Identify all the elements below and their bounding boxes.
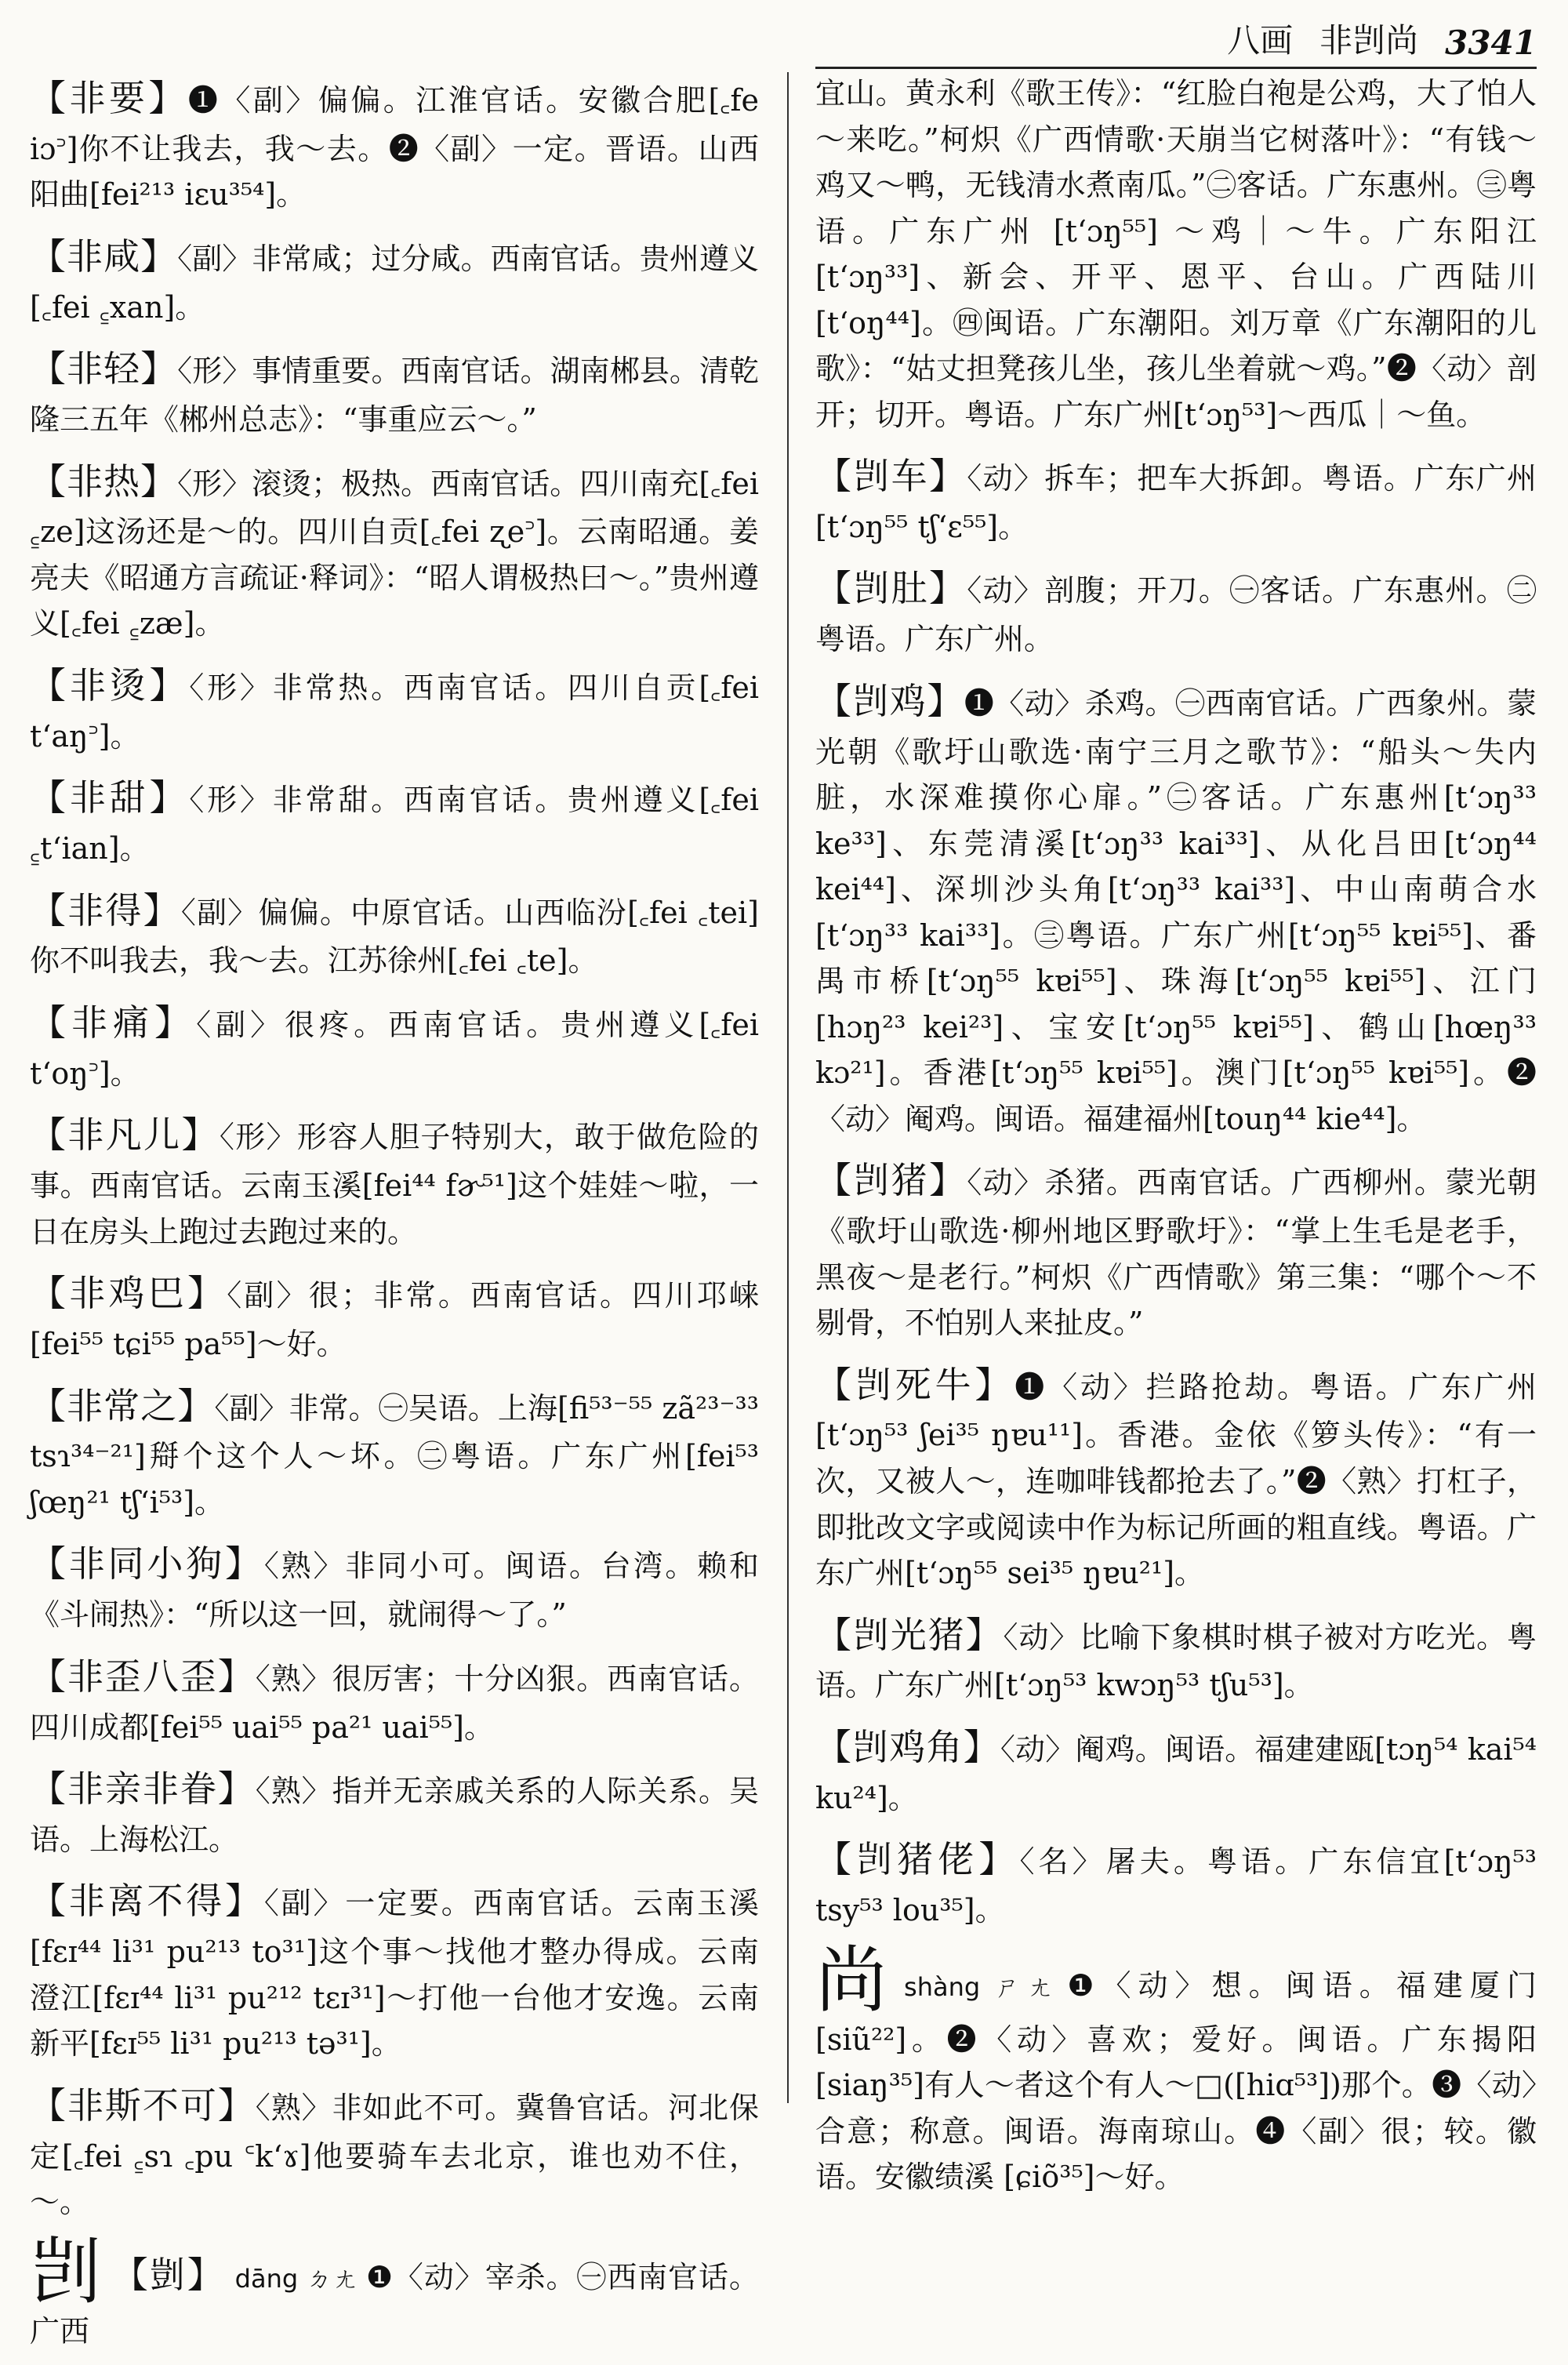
pinyin: dāng xyxy=(234,2263,299,2294)
entry-body: 〈动〉杀猪。西南官话。广西柳州。蒙光朝《歌圩山歌选·柳州地区野歌圩》：“掌上生毛是老手，黑夜～是老行。”柯炽《广西情歌》第三集：“哪个～不剔骨，不怕别人来扯皮。” xyxy=(815,1165,1537,1341)
entry-body: 〈副〉偏偏。中原官话。山西临汾[꜀fei ꜀tei]你不叫我去，我～去。江苏徐州[꜀fei ꜀te]。 xyxy=(30,895,759,979)
dictionary-entry xyxy=(815,1153,1537,1346)
entry-headword: 【非甜】 xyxy=(30,776,190,819)
dictionary-entry xyxy=(30,1107,759,1255)
entry-body: 〈形〉滚烫；极热。西南官话。四川南充[꜀fei ꜁ze]这汤还是～的。四川自贡[꜀fei ʐe꜄]。云南昭通。姜亮夫《昭通方言疏证·释词》：“昭人谓极热曰～。”贵州遵义[꜀fei ꜁zæ]。 xyxy=(30,466,759,641)
entry-body: 〈副〉很疼。西南官话。贵州遵义[꜀fei t‘oŋ꜄]。 xyxy=(30,1007,760,1091)
section-label: 八画 xyxy=(1227,21,1294,60)
dictionary-entry xyxy=(30,1266,759,1367)
traditional-form: 【剴】 xyxy=(111,2253,225,2296)
entry-headword: 【非歪八歪】 xyxy=(30,1655,256,1698)
page-number: 3341 xyxy=(1445,24,1537,62)
dictionary-entry xyxy=(30,2078,759,2225)
right-column xyxy=(815,71,1537,2211)
character-headword: 尚 xyxy=(815,1938,895,2022)
character-entry xyxy=(815,1938,1537,2200)
entry-body: ❶〈动〉拦路抢劫。粤语。广东广州[t‘ɔŋ⁵³ ʃei³⁵ ŋɐu¹¹]。香港。金依《箩头传》：“有一次，又被人～，连咖啡钱都抢去了。”❷〈熟〉打杠子，即批改文字或阅读中作为标记所画的粗直线。粤语。广东广州[t‘ɔŋ⁵⁵ sei³⁵ ŋɐu²¹]。 xyxy=(815,1369,1537,1591)
dictionary-entry xyxy=(815,1608,1537,1709)
entry-body: ❶〈副〉偏偏。江淮官话。安徽合肥[꜀fe iɔ꜄]你不让我去，我～去。❷〈副〉一定。晋语。山西阳曲[fei²¹³ iɛu³⁵⁴]。 xyxy=(30,83,760,213)
entry-body: 〈形〉形容人胆子特别大，敢于做危险的事。西南官话。云南玉溪[fei⁴⁴ fɚ⁵¹]这个娃娃～啦，一日在房头上跑过去跑过来的。 xyxy=(30,1120,759,1249)
entry-headword: 【非烫】 xyxy=(30,663,190,707)
dictionary-entry xyxy=(30,883,759,984)
entry-body: 〈副〉很；非常。西南官话。四川邛崃[fei⁵⁵ tɕi⁵⁵ pa⁵⁵]～好。 xyxy=(30,1278,759,1361)
zhuyin: ㄕㄤ xyxy=(988,1971,1060,2002)
entry-body: 〈名〉屠夫。粤语。广东信宜[t‘ɔŋ⁵³ tsy⁵³ lou³⁵]。 xyxy=(815,1844,1537,1928)
entry-body: 〈副〉非常。㊀吴语。上海[fi⁵³⁻⁵⁵ zã²³⁻³³ tsɿ³⁴⁻²¹]搿个这个人～坏。㊁粤语。广东广州[fei⁵³ ʃœŋ²¹ tʃ‘i⁵³]。 xyxy=(30,1390,760,1520)
entry-headword: 【非亲非眷】 xyxy=(30,1767,256,1811)
entry-headword: 【非轻】 xyxy=(30,347,178,391)
dictionary-entry xyxy=(815,1832,1537,1933)
entry-body: 〈动〉剖腹；开刀。㊀客话。广东惠州。㊁粤语。广东广州。 xyxy=(815,573,1537,657)
entry-body: 〈动〉拆车；把车大拆卸。粤语。广东广州[t‘ɔŋ⁵⁵ tʃ‘ɛ⁵⁵]。 xyxy=(815,461,1537,544)
entry-headword: 【剀肚】 xyxy=(815,567,967,610)
entry-body: 〈熟〉非如此不可。冀鲁官话。河北保定[꜀fei ꜁sɿ ꜀pu ꜂k‘ɤ]他要骑车去北京，谁也劝不住，～。 xyxy=(30,2090,759,2220)
entry-headword: 【剀车】 xyxy=(815,455,967,498)
entry-headword: 【非痛】 xyxy=(30,1001,197,1044)
entry-body: 〈形〉事情重要。西南官话。湖南郴县。清乾隆三五年《郴州总志》：“事重应云～。” xyxy=(30,354,759,438)
entry-headword: 【非斯不可】 xyxy=(30,2083,256,2127)
entry-body: 〈熟〉非同小可。闽语。台湾。赖和《斗闹热》：“所以这一回，就闹得～了。” xyxy=(30,1549,759,1633)
dictionary-entry xyxy=(815,1357,1537,1597)
entry-headword: 【非凡儿】 xyxy=(30,1113,220,1157)
continued-entry-text: 宜山。黄永利《歌王传》：“红脸白袍是公鸡，大了怕人～来吃。”柯炽《广西情歌·天崩当它树落叶》：“有钱～鸡又～鸭，无钱清水煮南瓜。”㊁客话。广东惠州。㊂粤语。广东广州 [t‘ɔŋ⁵⁵] ～鸡｜～牛。广东阳江[t‘ɔŋ³³]、新会、开平、恩平、台山。广西陆川[t‘oŋ⁴⁴]。㊃闽语。广东潮阳。刘万章《广东潮阳的儿歌》：“姑丈担凳孩儿坐，孩儿坐着就～鸡。”❷〈动〉剖开；切开。粤语。广东广州[t‘ɔŋ⁵³]～西瓜｜～鱼。 xyxy=(815,76,1537,432)
entry-body: 〈熟〉指并无亲戚关系的人际关系。吴语。上海松江。 xyxy=(30,1774,759,1857)
entry-headword: 【剀猪佬】 xyxy=(815,1838,1020,1881)
entry-body: ❶〈动〉杀鸡。㊀西南官话。广西象州。蒙光朝《歌圩山歌选·南宁三月之歌节》：“船头～失内脏，水深难摸你心扉。”㊁客话。广东惠州[t‘ɔŋ³³ ke³³]、东莞清溪[t‘ɔŋ³³ kai³³]、从化吕田[t‘ɔŋ⁴⁴ kei⁴⁴]、深圳沙头角[t‘ɔŋ³³ kai³³]、中山南萌合水[t‘ɔŋ³³ kai³³]。㊂粤语。广东广州[t‘ɔŋ⁵⁵ kɐi⁵⁵]、番禺市桥[t‘ɔŋ⁵⁵ kɐi⁵⁵]、珠海[t‘ɔŋ⁵⁵ kɐi⁵⁵]、江门[hɔŋ²³ kei²³]、宝安[t‘ɔŋ⁵⁵ kɐi⁵⁵]、鹤山[hœŋ³³ kɔ²¹]。香港[t‘ɔŋ⁵⁵ kɐi⁵⁵]。澳门[t‘ɔŋ⁵⁵ kɐi⁵⁵]。❷〈动〉阉鸡。闽语。福建福州[touŋ⁴⁴ kie⁴⁴]。 xyxy=(815,685,1537,1136)
header-chars: 非剀尚 xyxy=(1319,21,1419,60)
entry-headword: 【剀猪】 xyxy=(815,1159,967,1202)
entry-body: 〈形〉非常甜。西南官话。贵州遵义[꜀fei ꜁t‘ian]。 xyxy=(30,783,759,866)
entry-body: 〈动〉阉鸡。闽语。福建建瓯[tɔŋ⁵⁴ kai⁵⁴ ku²⁴]。 xyxy=(815,1731,1537,1815)
dictionary-entry xyxy=(30,341,759,442)
dictionary-entry xyxy=(30,995,759,1096)
dictionary-entry xyxy=(30,1873,759,2066)
entry-headword: 【剀光猪】 xyxy=(815,1613,1004,1656)
entry-headword: 【非同小狗】 xyxy=(30,1542,264,1586)
dictionary-entry xyxy=(815,449,1537,550)
entry-headword: 【剀鸡】 xyxy=(815,679,964,722)
entry-headword: 【剀鸡角】 xyxy=(815,1725,1000,1768)
dictionary-entry xyxy=(30,1761,759,1862)
entry-body: ❶〈动〉想。闽语。福建厦门 [siũ²²]。❷〈动〉喜欢；爱好。闽语。广东揭阳 [siaŋ³⁵]有人～者这个有人～□([hiɑ⁵³])那个。❸〈动〉合意；称意。闽语。海南琼山。❹〈副〉很；较。徽语。安徽绩溪 [ɕiõ³⁵]～好。 xyxy=(815,1967,1537,2195)
dictionary-entry xyxy=(30,1536,759,1637)
column-divider xyxy=(787,72,789,2103)
entry-body: 〈形〉非常热。西南官话。四川自贡[꜀fei t‘aŋ꜄]。 xyxy=(30,670,759,754)
entry-body: 〈熟〉很厉害；十分凶狠。西南官话。四川成都[fei⁵⁵ uai⁵⁵ pa²¹ uai⁵⁵]。 xyxy=(30,1661,759,1745)
entry-headword: 【非常之】 xyxy=(30,1384,215,1427)
dictionary-entry xyxy=(30,658,759,759)
entry-headword: 【非鸡巴】 xyxy=(30,1272,227,1315)
dictionary-entry xyxy=(30,1379,759,1526)
character-entry xyxy=(30,2229,759,2355)
zhuyin: ㄉㄤ xyxy=(306,2263,358,2294)
entry-body: 〈副〉一定要。西南官话。云南玉溪[fɛɪ⁴⁴ li³¹ pu²¹³ to³¹]这个事～找他才整办得成。云南澄江[fɛɪ⁴⁴ li³¹ pu²¹² tɛɪ³¹]～打他一台他才安逸。云南新平[fɛɪ⁵⁵ li³¹ pu²¹³ tə³¹]。 xyxy=(30,1886,759,2062)
character-headword: 剀 xyxy=(30,2229,103,2314)
dictionary-entry xyxy=(30,71,759,218)
entry-headword: 【非得】 xyxy=(30,888,181,932)
entry-body: 〈副〉非常咸；过分咸。西南官话。贵州遵义[꜀fei ꜁xan]。 xyxy=(30,241,759,325)
entry-body: 〈动〉比喻下象棋时棋子被对方吃光。粤语。广东广州[t‘ɔŋ⁵³ kwɔŋ⁵³ tʃu⁵³]。 xyxy=(815,1619,1537,1703)
entry-headword: 【非咸】 xyxy=(30,234,178,278)
page-header xyxy=(815,22,1537,69)
entry-headword: 【非离不得】 xyxy=(30,1880,264,1923)
entry-headword: 【剀死牛】 xyxy=(815,1363,1015,1406)
dictionary-entry xyxy=(30,454,759,647)
left-column xyxy=(30,71,759,2365)
entry-body: ❶〈动〉宰杀。㊀西南官话。广西 xyxy=(30,2259,759,2349)
entry-headword: 【非要】 xyxy=(30,77,188,119)
dictionary-entry xyxy=(815,1720,1537,1821)
dictionary-entry xyxy=(30,229,759,330)
entry-headword: 【非热】 xyxy=(30,460,178,503)
dictionary-entry xyxy=(815,561,1537,662)
dictionary-entry xyxy=(30,770,759,871)
pinyin: shàng xyxy=(904,1971,981,2002)
dictionary-entry xyxy=(815,674,1537,1142)
dictionary-entry xyxy=(30,1649,759,1750)
